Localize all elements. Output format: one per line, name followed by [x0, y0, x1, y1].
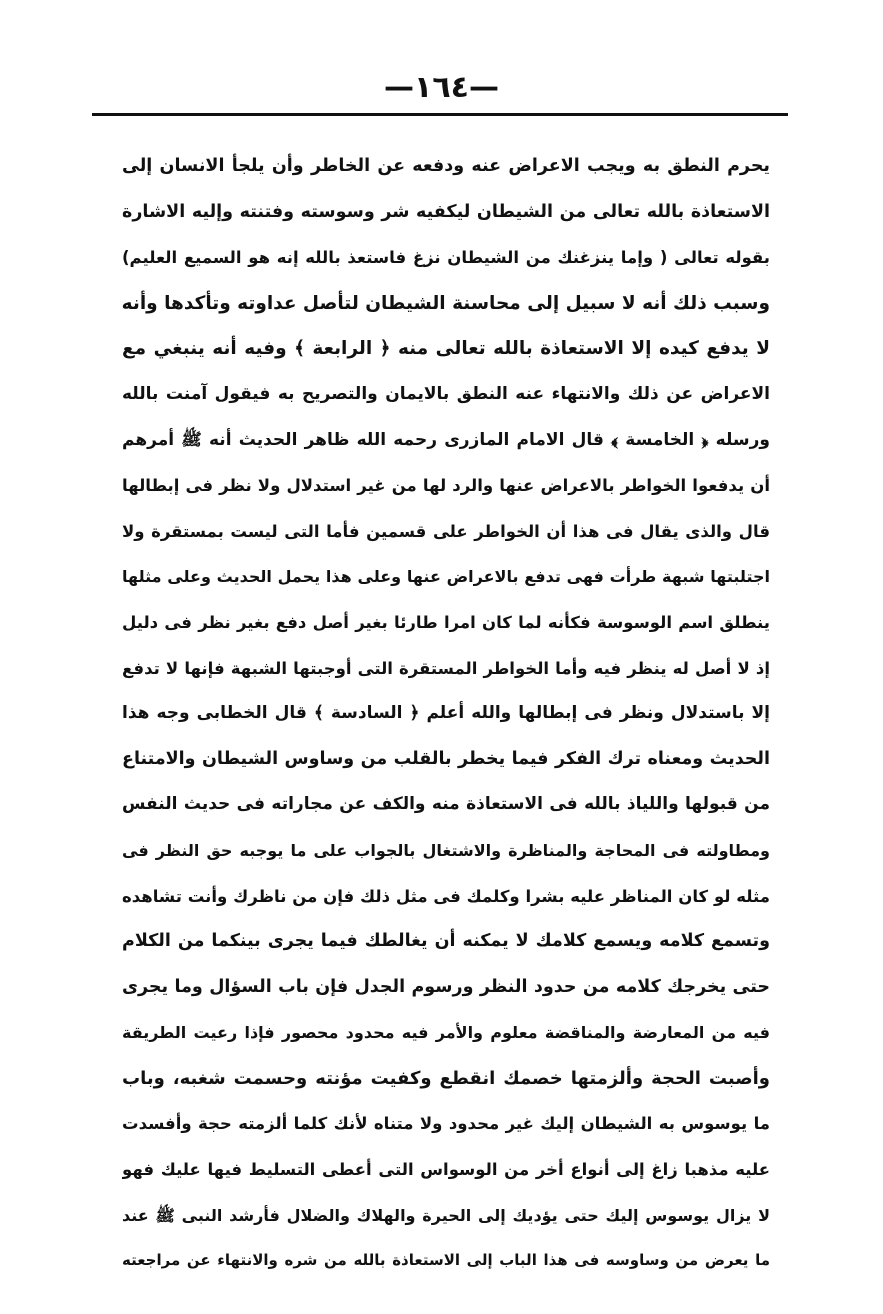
text-line: بقوله تعالى ( وإما ينزغنك من الشيطان نزغ فاستعذ بالله إنه هو السميع العليم): [122, 248, 770, 268]
text-line: حتى يخرجك كلامه من حدود النظر ورسوم الجدل فإن باب السؤال وما يجرى: [122, 976, 770, 997]
text-line: الاستعاذة بالله تعالى من الشيطان ليكفيه شر وسوسته وفتنته وإليه الاشارة: [122, 201, 770, 222]
text-line: قال والذى يقال فى هذا أن الخواطر على قسمين فأما التى ليست بمستقرة ولا: [122, 521, 770, 541]
text-line: لا يزال يوسوس إليك حتى يؤديك إلى الحيرة والهلاك والضلال فأرشد النبى ﷺ عند: [122, 1205, 770, 1225]
text-line: أن يدفعوا الخواطر بالاعراض عنها والرد لها من غير استدلال ولا نظر فى إبطالها: [122, 476, 770, 496]
page-number: —١٦٤—: [384, 70, 499, 105]
text-line: وتسمع كلامه ويسمع كلامك لا يمكنه أن يغالطك فيما يجرى بينكما من الكلام: [122, 931, 770, 952]
text-line: ومطاولته فى المحاجة والمناظرة والاشتغال بالجواب على ما يوجبه حق النظر فى: [122, 840, 770, 860]
text-line: من قبولها واللياذ بالله فى الاستعاذة منه والكف عن مجاراته فى حديث النفس: [122, 794, 770, 815]
text-line: إلا باستدلال ونظر فى إبطالها والله أعلم ﴿ السادسة ﴾ قال الخطابى وجه هذا: [122, 703, 770, 724]
header-rule: [92, 113, 788, 116]
text-line: ما يوسوس به الشيطان إليك غير محدود ولا متناه لأنك كلما ألزمته حجة وأفسدت: [122, 1114, 770, 1134]
text-line: وسبب ذلك أنه لا سبيل إلى محاسنة الشيطان لتأصل عداوته وتأكدها وأنه: [122, 292, 770, 314]
text-line: ينطلق اسم الوسوسة فكأنه لما كان امرا طارئا بغير أصل دفع بغير نظر فى دليل: [122, 612, 770, 632]
text-line: يحرم النطق به ويجب الاعراض عنه ودفعه عن الخاطر وأن يلجأ الانسان إلى: [122, 156, 770, 176]
text-line: الاعراض عن ذلك والانتهاء عنه النطق بالايمان والتصريح به فيقول آمنت بالله: [122, 383, 770, 404]
text-line: لا يدفع كيده إلا الاستعاذة بالله تعالى منه ﴿ الرابعة ﴾ وفيه أنه ينبغي مع: [122, 338, 770, 360]
body-text: [122, 144, 770, 1284]
text-line: اجتلبتها شبهة طرأت فهى تدفع بالاعراض عنها وعلى هذا يحمل الحديث وعلى مثلها: [122, 567, 770, 587]
page-header: [0, 70, 883, 105]
text-line: عليه مذهبا زاغ إلى أنواع أخر من الوسواس التى أعطى التسليط فيها عليك فهو: [122, 1160, 770, 1180]
text-line: إذ لا أصل له ينظر فيه وأما الخواطر المستقرة التى أوجبتها الشبهة فإنها لا تدفع: [122, 658, 770, 678]
text-line: الحديث ومعناه ترك الفكر فيما يخطر بالقلب من وساوس الشيطان والامتناع: [122, 748, 770, 769]
text-line: ورسله ﴿ الخامسة ﴾ قال الامام المازرى رحمه الله ظاهر الحديث أنه ﷺ أمرهم: [122, 429, 770, 450]
text-line: مثله لو كان المناظر عليه بشرا وكلمك فى مثل ذلك فإن من ناظرك وأنت تشاهده: [122, 886, 770, 906]
text-line: فيه من المعارضة والمناقضة معلوم والأمر فيه محدود محصور فإذا رعيت الطريقة: [122, 1023, 770, 1043]
text-line: وأصبت الحجة وألزمتها خصمك انقطع وكفيت مؤنته وحسمت شغبه، وباب: [122, 1067, 770, 1089]
text-line: ما يعرض من وساوسه فى هذا الباب إلى الاستعاذة بالله من شره والانتهاء عن مراجعته: [122, 1251, 770, 1270]
